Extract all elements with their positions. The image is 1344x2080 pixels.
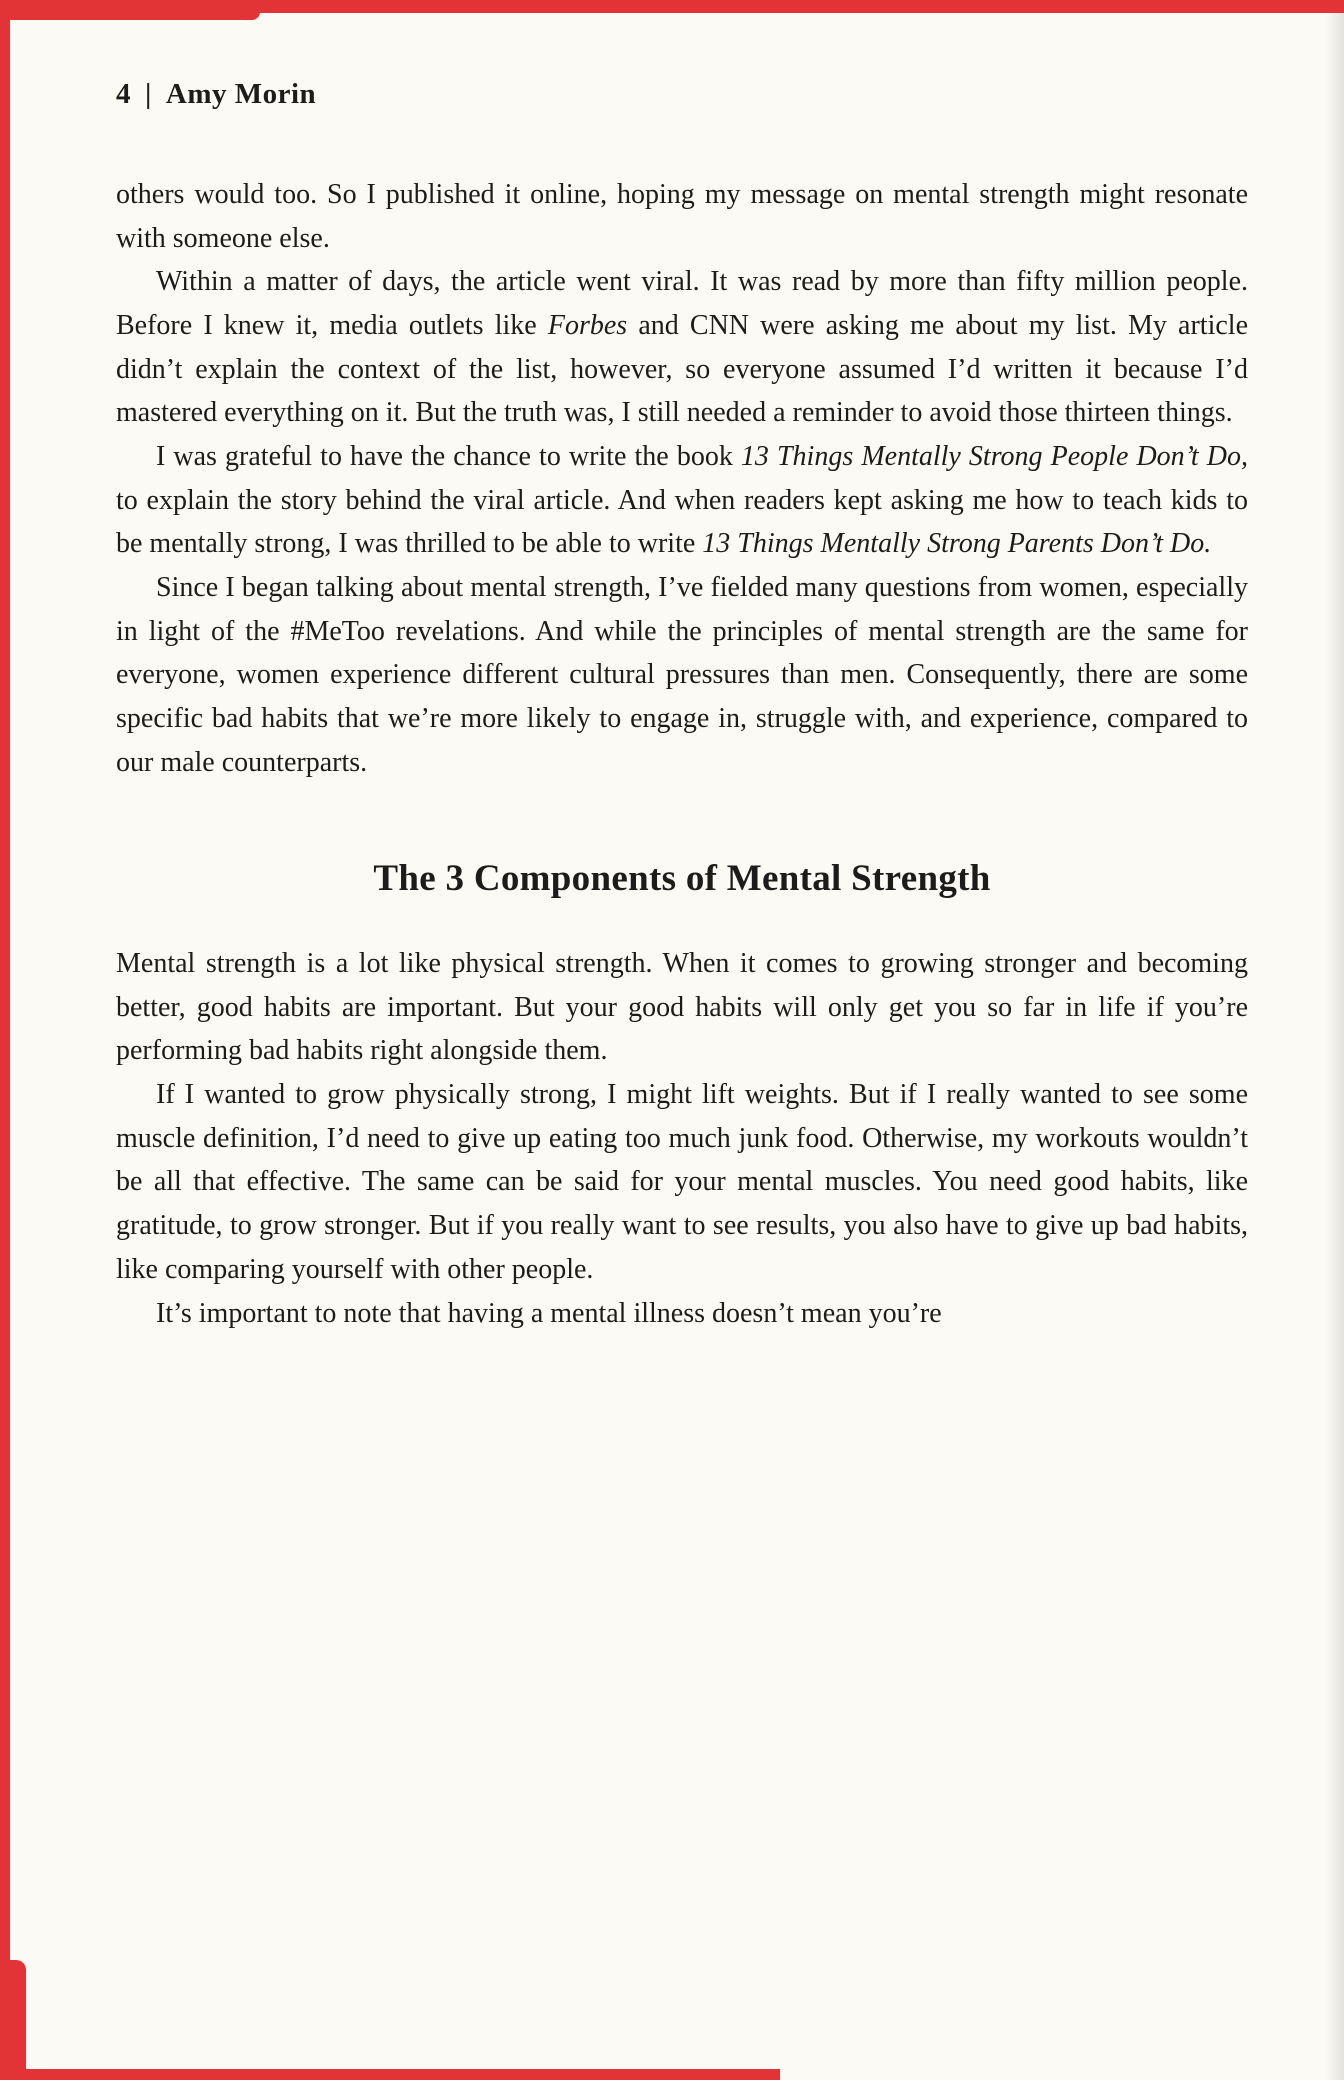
page-content [116, 0, 1248, 1335]
section-heading: The 3 Components of Mental Strength [373, 858, 991, 900]
paragraph: Since I began talking about mental strength, I’ve fielded many questions from women, especially in light of the #MeToo revelations. And while the principles of mental strength are the same for everyone, women experience different cultural pressures than men. Consequently, there are some specific bad habits that we’re more likely to engage in, struggle with, and experience, compared to our male counterparts. [116, 572, 1248, 778]
body-text [116, 173, 1248, 1335]
running-header [116, 78, 1248, 111]
page-edge-shadow [1326, 0, 1344, 2080]
paragraph: It’s important to note that having a mental illness doesn’t mean you’re [156, 1297, 942, 1329]
page-edge-left [0, 0, 10, 2080]
paragraph: I was grateful to have the chance to write the book 13 Things Mentally Strong People Don’t Do, to explain the story behind the viral article. And when readers kept asking me how to teach kids to be mentally strong, I was thrilled to be able to write 13 Things Mentally Strong Parents Don’t Do. [116, 441, 1248, 560]
page-number: 4 [116, 78, 131, 110]
author-name: Amy Morin [165, 78, 317, 110]
paragraph: Mental strength is a lot like physical strength. When it comes to growing stronger and becoming better, good habits are important. But your good habits will only get you so far in life if you’re performing bad habits right alongside them. [116, 948, 1248, 1067]
page-edge-top-left [0, 0, 260, 20]
paragraph: others would too. So I published it online, hoping my message on mental strength might resonate with someone else. [116, 179, 1248, 254]
paragraph: Within a matter of days, the article went viral. It was read by more than fifty million people. Before I knew it, media outlets like Forbes and CNN were asking me about my list. My article didn’t explain the context of the list, however, so everyone assumed I’d written it because I’d mastered everything on it. But the truth was, I still needed a reminder to avoid those thirteen things. [116, 266, 1248, 429]
header-separator: | [145, 78, 152, 110]
page-edge-bottom-left [0, 1960, 26, 2080]
page-edge-bottom [0, 2069, 780, 2080]
paragraph: If I wanted to grow physically strong, I might lift weights. But if I really wanted to see some muscle definition, I’d need to give up eating too much junk food. Otherwise, my workouts wouldn’t be all that effective. The same can be said for your mental muscles. You need good habits, like gratitude, to grow stronger. But if you really want to see results, you also have to give up bad habits, like comparing yourself with other people. [116, 1079, 1248, 1285]
